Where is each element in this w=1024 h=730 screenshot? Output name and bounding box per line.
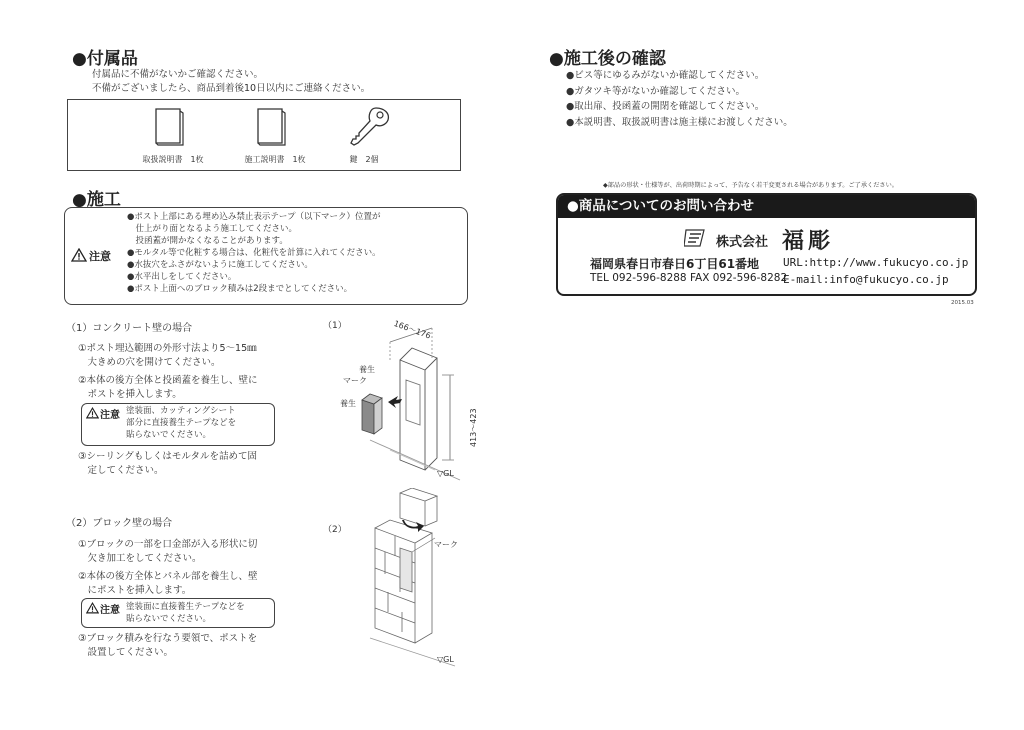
accessories-text-2: 不備がございましたら、商品到着後10日以内にご連絡ください。 [92,83,371,94]
figure2-number: （2） [323,525,347,535]
after-install-title: ●施工後の確認 [549,49,666,69]
caution-line: 投函蓋が開かなくなることがあります。 [127,236,288,246]
block-step1-line: 欠き加工をしてください。 [78,552,202,564]
contact-card [556,193,977,296]
concrete-step2-line: ポストを挿入します。 [78,388,182,400]
dimension-width: 166～176 [392,318,432,341]
concrete-step1-line: 大きめの穴を開けてください。 [78,356,221,368]
block-step1-line: ①ブロックの一部を口金部が入る形状に切 [78,539,258,550]
accessories-text-1: 付属品に不備がないかご確認ください。 [92,69,264,80]
block-step3-line: 設置してください。 [78,646,174,658]
warning-icon [86,407,99,419]
concrete-note-box [81,403,275,446]
manual-icon [150,107,190,147]
warning-icon [71,248,87,262]
block-note-line: 貼らないでください。 [126,614,212,624]
company-prefix: 株式会社 [716,235,769,250]
disclaimer: ◆部品の形状・仕様等が、出荷時期によって、予告なく若干変更される場合があります。ご了承ください。 [603,182,898,189]
accessories-box [67,99,461,171]
concrete-note-label: 注意 [100,410,120,421]
concrete-step1-line: ①ポスト埋込範囲の外形寸法より5～15㎜ [78,343,257,354]
warning-icon [86,602,99,614]
caution-line: ●ポスト上面へのブロック積みは2段までとしてください。 [127,284,353,294]
gl-label: ▽GL [437,655,454,664]
gl-label: ▽GL [437,469,454,478]
concrete-step3-line: 定してください。 [78,464,164,476]
concrete-step3-line: ③シーリングもしくはモルタルを詰めて固 [78,451,257,462]
caution-label: 注意 [89,250,111,263]
concrete-step2-line: ②本体の後方全体と投函蓋を養生し、壁に [78,375,258,386]
construction-title: ●施工 [72,190,121,210]
contact-header: ●商品についてのお問い合わせ [558,195,975,218]
after-install-item: ●本説明書、取扱説明書は施主様にお渡しください。 [566,116,793,128]
block-note-line: 塗装面に直接養生テープなどを [126,602,245,612]
company-phone: TEL 092-596-8288 FAX 092-596-8282 [590,272,788,284]
install-guide-icon [252,107,292,147]
after-install-item: ●取出扉、投函蓋の開閉を確認してください。 [566,101,765,112]
caution-line: ●水平出しをしてください。 [127,272,237,282]
concrete-note-line: 貼らないでください。 [126,430,212,440]
block-wall-diagram [360,488,475,668]
accessory-label-key: 鍵 2個 [349,155,379,164]
label-mark: マーク [434,540,458,549]
company-email: E-mail:info@fukucyo.co.jp [783,273,949,286]
caution-line: ●ポスト上部にある埋め込み禁止表示テープ（以下マーク）位置が [127,212,381,222]
company-logo-icon [684,228,706,248]
block-note-label: 注意 [100,605,120,616]
caution-line: ●水抜穴をふさがないように施工してください。 [127,260,313,270]
dimension-height: 413～423 [469,408,478,447]
figure1-number: （1） [323,321,347,331]
label-yojo: 養生 [340,399,356,408]
company-name: 福彫 [782,228,835,254]
key-icon [346,105,394,149]
company-url: URL:http://www.fukucyo.co.jp [783,256,969,269]
block-heading: （2）ブロック壁の場合 [66,518,173,529]
company-address: 福岡県春日市春日6丁目61番地 [590,257,760,271]
concrete-note-line: 塗装面、カッティングシート [126,406,236,416]
block-step2-line: ②本体の後方全体とパネル部を養生し、壁 [78,571,258,582]
label-yojo-mark: 養生 [359,365,375,374]
caution-line: ●モルタル等で化粧する場合は、化粧代を計算に入れてください。 [127,248,381,258]
accessories-title: ●付属品 [72,49,138,69]
label-yojo-mark: マーク [343,376,367,385]
accessory-label-manual: 取扱説明書 1枚 [142,155,204,164]
concrete-note-line: 部分に直接養生テープなどを [126,418,237,428]
concrete-heading: （1）コンクリート壁の場合 [66,323,193,334]
caution-box [64,207,468,305]
after-install-item: ●ビス等にゆるみがないか確認してください。 [566,70,765,81]
block-step3-line: ③ブロック積みを行なう要領で、ポストを [78,633,258,644]
date-code: 2015.03 [951,300,974,306]
after-install-item: ●ガタツキ等がないか確認してください。 [566,85,746,97]
caution-line: 仕上がり面となるよう施工してください。 [127,224,298,234]
block-step2-line: にポストを挿入します。 [78,584,192,596]
block-note-box [81,598,275,628]
accessory-label-install-guide: 施工説明書 1枚 [244,155,306,164]
